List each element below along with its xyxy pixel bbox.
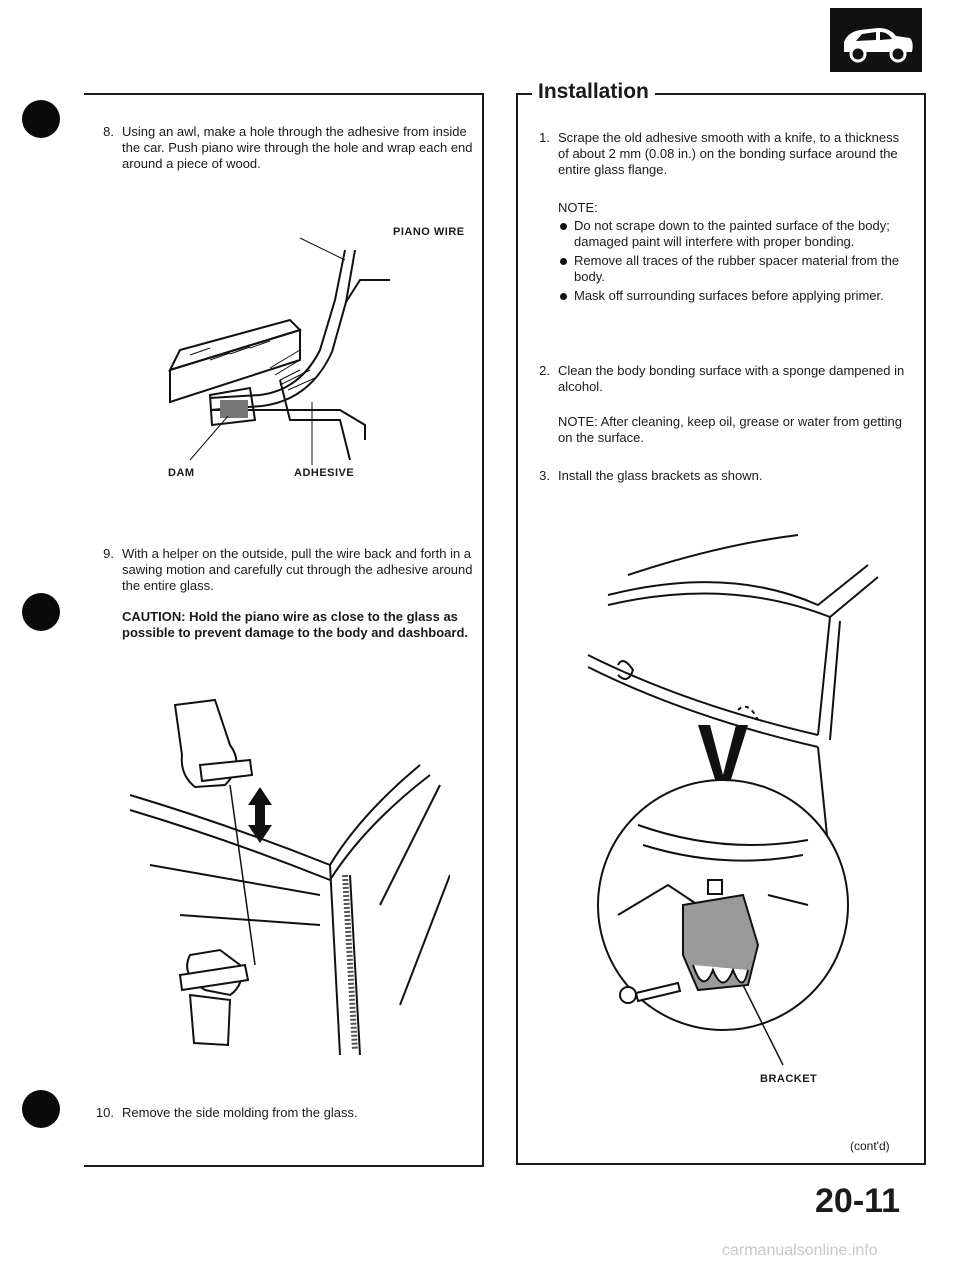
- bullet-icon: [560, 223, 567, 230]
- note-item: [558, 288, 906, 304]
- note-item: [558, 253, 906, 285]
- step-text: Install the glass brackets as shown.: [558, 468, 763, 483]
- upper-hand: [175, 700, 252, 787]
- piano-wire-label: PIANO WIRE: [393, 226, 465, 238]
- car-section-icon: [830, 8, 922, 72]
- note-text: Do not scrape down to the painted surface of the body; damaged paint will interfere with proper bonding.: [574, 218, 890, 249]
- note-text: Mask off surrounding surfaces before applying primer.: [574, 288, 884, 303]
- step-text: Scrape the old adhesive smooth with a knife, to a thickness of about 2 mm (0.08 in.) on the bonding surface around the entire glass flange.: [558, 130, 900, 177]
- step-number: 9.: [103, 546, 114, 561]
- section-title-installation: Installation: [532, 80, 655, 104]
- step-number: 8.: [103, 124, 114, 139]
- binder-hole-3: [22, 1090, 60, 1128]
- adhesive-label: ADHESIVE: [294, 467, 355, 479]
- bullet-icon: [560, 293, 567, 300]
- lower-hand: [180, 950, 248, 1045]
- sawing-wire-figure: [120, 675, 450, 1075]
- continued-label: (cont'd): [850, 1139, 890, 1153]
- step-text: With a helper on the outside, pull the wire back and forth in a sawing motion and carefully cut through the adhesive around the entire glass.: [122, 546, 473, 593]
- caution-label: CAUTION:: [122, 609, 186, 624]
- bracket-label: BRACKET: [760, 1073, 818, 1085]
- step-number: 1.: [539, 130, 550, 145]
- watermark: carmanualsonline.info: [722, 1242, 878, 1259]
- bullet-icon: [560, 258, 567, 265]
- step-number: 3.: [539, 468, 550, 483]
- step-text: Using an awl, make a hole through the adhesive from inside the car. Push piano wire through the hole and wrap each end around a piece of wood.: [122, 124, 473, 171]
- dam-label: DAM: [168, 467, 195, 479]
- caution-text: Hold the piano wire as close to the glass as possible to prevent damage to the body and dashboard.: [122, 609, 468, 640]
- step-text: Remove the side molding from the glass.: [122, 1105, 358, 1120]
- piano-wire-figure: [150, 220, 450, 480]
- step-text: Clean the body bonding surface with a sponge dampened in alcohol.: [558, 363, 905, 394]
- step-number: 2.: [539, 363, 550, 378]
- note-label: NOTE:: [558, 200, 598, 215]
- page-number: 20-11: [815, 1182, 901, 1220]
- glass-bracket-figure: [568, 525, 898, 1125]
- binder-hole-1: [22, 100, 60, 138]
- note-item: [558, 218, 906, 250]
- binder-hole-2: [22, 593, 60, 631]
- step-number: 10.: [95, 1105, 114, 1120]
- note-text: Remove all traces of the rubber spacer material from the body.: [574, 253, 900, 284]
